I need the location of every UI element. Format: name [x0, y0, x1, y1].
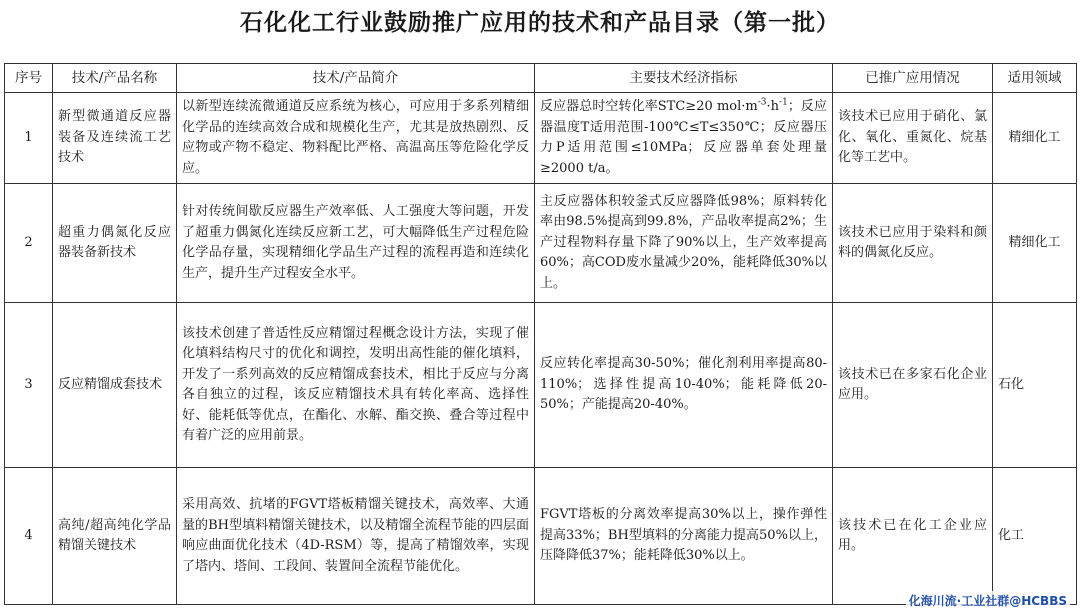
unit-exponent: -3	[757, 97, 767, 108]
cell-status: 该技术已在化工企业应用。	[833, 468, 993, 605]
cell-indicators: FGVT塔板的分离效率提高30%以上，操作弹性提高33%；BH型填料的分离能力提高50%以上，压降降低37%；能耗降低30%以上。	[535, 468, 833, 605]
header-name: 技术/产品名称	[53, 64, 177, 93]
cell-name: 高纯/超高纯化学品精馏关键技术	[53, 468, 177, 605]
table-row	[5, 93, 1077, 184]
cell-intro: 该技术创建了普适性反应精馏过程概念设计方法，实现了催化填料结构尺寸的优化和调控，发明出高性能的催化填料，开发了一系列高效的反应精馏成套技术，相比于反应与分离各自独立的过程，该反应精馏技术具有转化率高、选择性好、能耗低等优点，在酯化、水解、酯交换、叠合等过程中有着广泛的应用前景。	[177, 303, 535, 468]
header-intro: 技术/产品简介	[177, 64, 535, 93]
cell-intro: 以新型连续流微通道反应系统为核心，可应用于多系列精细化学品的连续高效合成和规模化生产，尤其是放热剧烈、反应物或产物不稳定、物料配比严格、高温高压等危险化学反应。	[177, 93, 535, 184]
cell-no: 4	[5, 468, 53, 605]
cell-field: 石化	[993, 303, 1077, 468]
table-row	[5, 184, 1077, 303]
cell-status: 该技术已应用于染料和颜料的偶氮化反应。	[833, 184, 993, 303]
catalog-table	[4, 63, 1077, 605]
cell-status: 该技术已在多家石化企业应用。	[833, 303, 993, 468]
table-row	[5, 468, 1077, 605]
cell-field: 化工	[993, 468, 1077, 605]
indicators-text: 反应器总时空转化率STC≥20 mol·m	[540, 99, 758, 114]
indicators-text: ·h	[766, 99, 780, 114]
indicators-text: ；反应器温度T适用范围-100℃≤T≤350℃；反应器压力P适用范围≤10MPa；反应器单套处理量≥2000 t/a。	[540, 99, 827, 176]
header-field: 适用领域	[993, 64, 1077, 93]
header-no: 序号	[5, 64, 53, 93]
cell-intro: 采用高效、抗堵的FGVT塔板精馏关键技术，高效率、大通量的BH型填料精馏关键技术，以及精馏全流程节能的四层面响应曲面优化技术（4D-RSM）等，提高了精馏效率，实现了塔内、塔间、工段间、装置间全流程节能优化。	[177, 468, 535, 605]
cell-no: 2	[5, 184, 53, 303]
cell-indicators: 反应转化率提高30-50%；催化剂利用率提高80-110%；选择性提高10-40%；能耗降低20-50%；产能提高20-40%。	[535, 303, 833, 468]
table-header-row	[5, 64, 1077, 93]
cell-indicators	[535, 93, 833, 184]
header-indicators: 主要技术经济指标	[535, 64, 833, 93]
cell-name: 新型微通道反应器装备及连续流工艺技术	[53, 93, 177, 184]
cell-name: 反应精馏成套技术	[53, 303, 177, 468]
cell-field: 精细化工	[993, 184, 1077, 303]
cell-no: 3	[5, 303, 53, 468]
page-title: 石化化工行业鼓励推广应用的技术和产品目录（第一批）	[240, 10, 840, 36]
table-row	[5, 303, 1077, 468]
watermark: 化海川流·工业社群@HCBBS	[906, 591, 1070, 610]
cell-name: 超重力偶氮化反应器装备新技术	[53, 184, 177, 303]
cell-indicators: 主反应器体积较釜式反应器降低98%；原料转化率由98.5%提高到99.8%，产品收率提高2%；生产过程物料存量下降了90%以上，生产效率提高60%；高COD废水量减少20%，能耗降低30%以上。	[535, 184, 833, 303]
cell-no: 1	[5, 93, 53, 184]
unit-exponent: -1	[779, 97, 788, 108]
header-status: 已推广应用情况	[833, 64, 993, 93]
cell-status: 该技术已应用于硝化、氯化、氧化、重氮化、烷基化等工艺中。	[833, 93, 993, 184]
cell-intro: 针对传统间歇反应器生产效率低、人工强度大等问题，开发了超重力偶氮化连续反应新工艺，可大幅降低生产过程危险化学品存量，实现精细化学品生产过程的流程再造和连续化生产，提升生产过程安全水平。	[177, 184, 535, 303]
cell-field: 精细化工	[993, 93, 1077, 184]
